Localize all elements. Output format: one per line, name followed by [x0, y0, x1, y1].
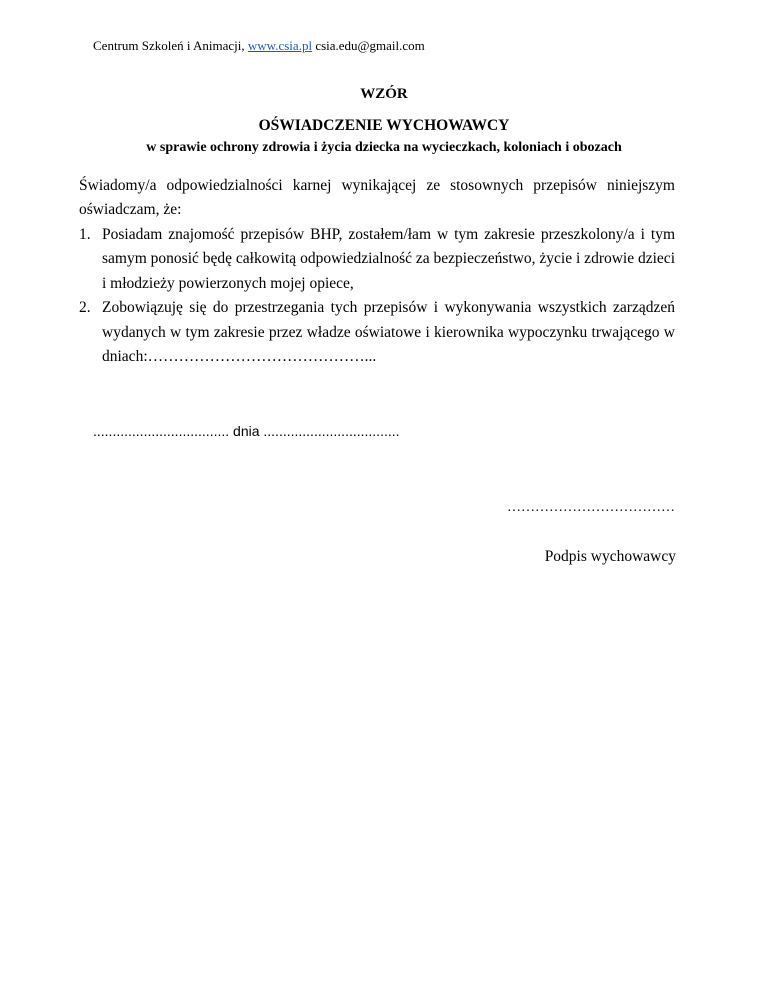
declaration-list — [79, 223, 675, 369]
document-title: OŚWIADCZENIE WYCHOWAWCY — [258, 117, 510, 134]
page-header — [93, 38, 425, 54]
list-item-number: 1. — [79, 226, 91, 243]
list-item-text: Zobowiązuję się do przestrzegania tych przepisów i wykonywania wszystkich zarządzeń wydanych w tym zakresie przez władze oświatowe i kierownika wypoczynku trwającego w dniach:……………………………………... — [102, 299, 675, 366]
signature-label: Podpis wychowawcy — [544, 548, 676, 565]
signature-line: ……………………………… — [507, 500, 675, 515]
header-org: Centrum Szkoleń i Animacji, — [93, 38, 245, 53]
list-item — [79, 223, 675, 296]
document-label: WZÓR — [360, 86, 408, 102]
place-date-line: ................................... dnia ................................... — [93, 423, 400, 439]
intro-paragraph: Świadomy/a odpowiedzialności karnej wynikającej ze stosownych przepisów niniejszym oświadczam, że: — [79, 177, 675, 219]
list-item-number: 2. — [79, 299, 91, 317]
website-link[interactable]: www.csia.pl — [247, 38, 313, 53]
list-item — [79, 296, 675, 369]
document-subtitle: w sprawie ochrony zdrowia i życia dziecka na wycieczkach, koloniach i obozach — [146, 140, 622, 155]
list-item-text: Posiadam znajomość przepisów BHP, zostałem/łam w tym zakresie przeszkolony/a i tym samym ponosić będę całkowitą odpowiedzialność za bezpieczeństwo, życie i zdrowie dzieci i młodzieży powierzonych mojej opiece, — [102, 226, 675, 292]
header-email: csia.edu@gmail.com — [315, 38, 425, 53]
